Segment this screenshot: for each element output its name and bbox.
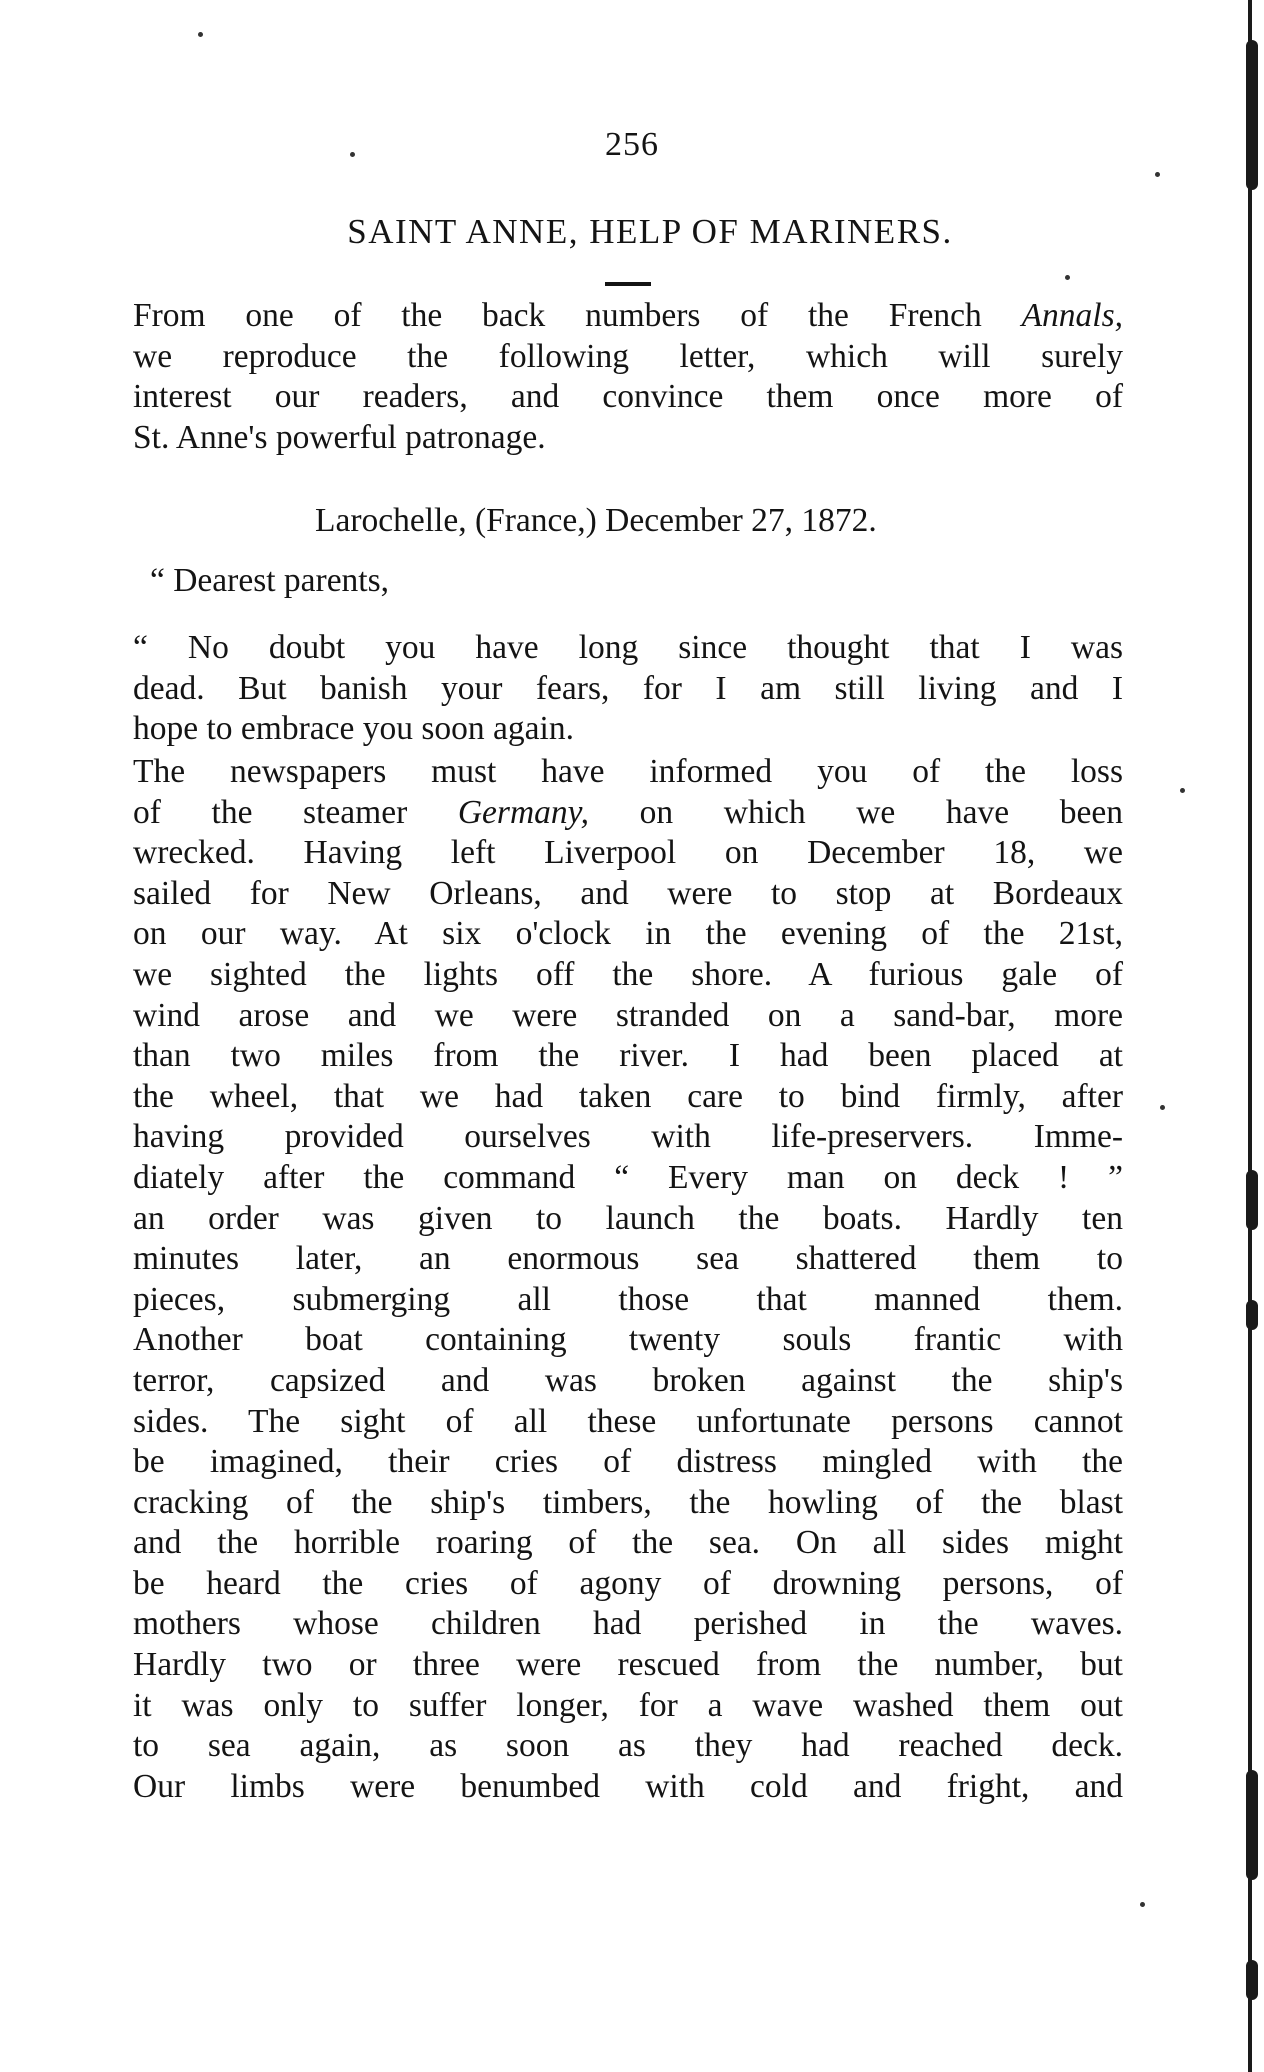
paragraph-line-text: of the steamer bbox=[133, 793, 458, 831]
paragraph-line-text: be heard the cries of agony of drowning persons, of bbox=[133, 1564, 1123, 1602]
paragraph-line-text: sailed for New Orleans, and were to stop at Bordeaux bbox=[133, 874, 1123, 912]
article-title: SAINT ANNE, HELP OF MARINERS. bbox=[347, 212, 953, 251]
paragraph-line-text: pieces, submerging all those that manned them. bbox=[133, 1280, 1123, 1318]
paragraph-line bbox=[133, 1483, 1123, 1524]
paragraph-line-text: Hardly two or three were rescued from the number, but bbox=[133, 1646, 1123, 1684]
print-speck bbox=[1140, 1902, 1145, 1907]
letter-paragraph bbox=[133, 628, 1123, 750]
paragraph-line bbox=[133, 1604, 1123, 1645]
paragraph-line bbox=[133, 1402, 1123, 1443]
paragraph-line bbox=[133, 874, 1123, 915]
print-speck bbox=[1155, 172, 1160, 177]
page-binding-edge bbox=[1248, 0, 1252, 2072]
print-speck bbox=[1065, 275, 1070, 280]
paragraph-line-text: wrecked. Having left Liverpool on December 18, we bbox=[133, 834, 1123, 872]
letter-salutation: “ Dearest parents, bbox=[150, 562, 390, 599]
page-number: 256 bbox=[605, 126, 659, 163]
paragraph-line bbox=[133, 1158, 1123, 1199]
paragraph-line bbox=[133, 793, 1123, 834]
paragraph-line bbox=[133, 1523, 1123, 1564]
paragraph-line bbox=[133, 1564, 1123, 1605]
print-speck bbox=[1180, 788, 1185, 793]
paragraph-line bbox=[133, 1767, 1123, 1808]
paragraph-line bbox=[133, 955, 1123, 996]
paragraph-line bbox=[133, 1726, 1123, 1767]
intro-line-text: we reproduce the following letter, which will surely bbox=[133, 337, 1123, 375]
paragraph-line bbox=[133, 1199, 1123, 1240]
intro-line bbox=[133, 418, 1123, 459]
paragraph-line bbox=[133, 1239, 1123, 1280]
paragraph-line bbox=[133, 1077, 1123, 1118]
intro-line-text: St. Anne's powerful patronage. bbox=[133, 418, 546, 456]
paragraph-line bbox=[133, 1036, 1123, 1077]
paragraph-line-text: on our way. At six o'clock in the evening of the 21st, bbox=[133, 915, 1123, 953]
paragraph-line: hope to embrace you soon again. bbox=[133, 710, 574, 748]
paragraph-line-text: the wheel, that we had taken care to bind firmly, after bbox=[133, 1077, 1123, 1115]
paragraph-line bbox=[133, 996, 1123, 1037]
letter-paragraph bbox=[133, 752, 1123, 1807]
binding-mark bbox=[1246, 40, 1258, 190]
intro-line bbox=[133, 377, 1123, 418]
intro-line bbox=[133, 296, 1123, 337]
intro-line-italic: Annals, bbox=[1021, 297, 1123, 334]
paragraph-line-text: it was only to suffer longer, for a wave washed them out bbox=[133, 1686, 1123, 1724]
paragraph-line-text: sides. The sight of all these unfortunate persons cannot bbox=[133, 1402, 1123, 1440]
intro-line bbox=[133, 337, 1123, 378]
binding-mark bbox=[1246, 1960, 1258, 2000]
paragraph-line-text: on which we have been bbox=[589, 793, 1124, 831]
binding-mark bbox=[1246, 1300, 1258, 1330]
intro-line-text: From one of the back numbers of the French bbox=[133, 297, 1022, 334]
paragraph-line-text: we sighted the lights off the shore. A furious gale of bbox=[133, 955, 1123, 993]
title-divider bbox=[605, 282, 651, 286]
paragraph-line-text: cracking of the ship's timbers, the howling of the blast bbox=[133, 1483, 1123, 1521]
paragraph-line-text: having provided ourselves with life-preservers. Imme- bbox=[133, 1118, 1123, 1156]
paragraph-line-text: Our limbs were benumbed with cold and fright, and bbox=[133, 1767, 1123, 1805]
paragraph-line bbox=[133, 752, 1123, 793]
paragraph-line bbox=[133, 1117, 1123, 1158]
paragraph-line-text: minutes later, an enormous sea shattered them to bbox=[133, 1240, 1123, 1278]
paragraph-line-text: wind arose and we were stranded on a sand-bar, more bbox=[133, 996, 1123, 1034]
binding-mark bbox=[1246, 1770, 1258, 1880]
paragraph-line: dead. But banish your fears, for I am still living and I bbox=[133, 669, 1123, 707]
paragraph-line-text: be imagined, their cries of distress mingled with the bbox=[133, 1443, 1123, 1481]
paragraph-line-italic: Germany, bbox=[457, 793, 590, 831]
paragraph-line-text: to sea again, as soon as they had reached deck. bbox=[133, 1727, 1123, 1765]
intro-line-text: interest our readers, and convince them once more of bbox=[133, 378, 1123, 416]
paragraph-line bbox=[133, 1686, 1123, 1727]
print-speck bbox=[1160, 1105, 1165, 1110]
paragraph-line bbox=[133, 833, 1123, 874]
paragraph-line bbox=[133, 1645, 1123, 1686]
paragraph-line-text: and the horrible roaring of the sea. On all sides might bbox=[133, 1524, 1123, 1562]
paragraph-line-text: The newspapers must have informed you of the loss bbox=[133, 753, 1123, 790]
paragraph-line-text: diately after the command “ Every man on deck ! ” bbox=[133, 1158, 1123, 1196]
paragraph-line bbox=[133, 1280, 1123, 1321]
letter-dateline: Larochelle, (France,) December 27, 1872. bbox=[315, 502, 877, 539]
binding-mark bbox=[1246, 1170, 1258, 1230]
paragraph-line bbox=[133, 1442, 1123, 1483]
paragraph-line-text: terror, capsized and was broken against the ship's bbox=[133, 1361, 1123, 1399]
paragraph-line: “ No doubt you have long since thought that I was bbox=[133, 629, 1123, 666]
paragraph-line bbox=[133, 1361, 1123, 1402]
intro-paragraph bbox=[133, 296, 1123, 458]
paragraph-line-text: Another boat containing twenty souls frantic with bbox=[133, 1321, 1123, 1359]
paragraph-line bbox=[133, 914, 1123, 955]
paragraph-line-text: than two miles from the river. I had been placed at bbox=[133, 1037, 1123, 1075]
paragraph-line bbox=[133, 1320, 1123, 1361]
print-speck bbox=[198, 32, 203, 37]
paragraph-line-text: an order was given to launch the boats. Hardly ten bbox=[133, 1199, 1123, 1237]
paragraph-line-text: mothers whose children had perished in the waves. bbox=[133, 1605, 1123, 1643]
print-speck bbox=[350, 152, 355, 157]
